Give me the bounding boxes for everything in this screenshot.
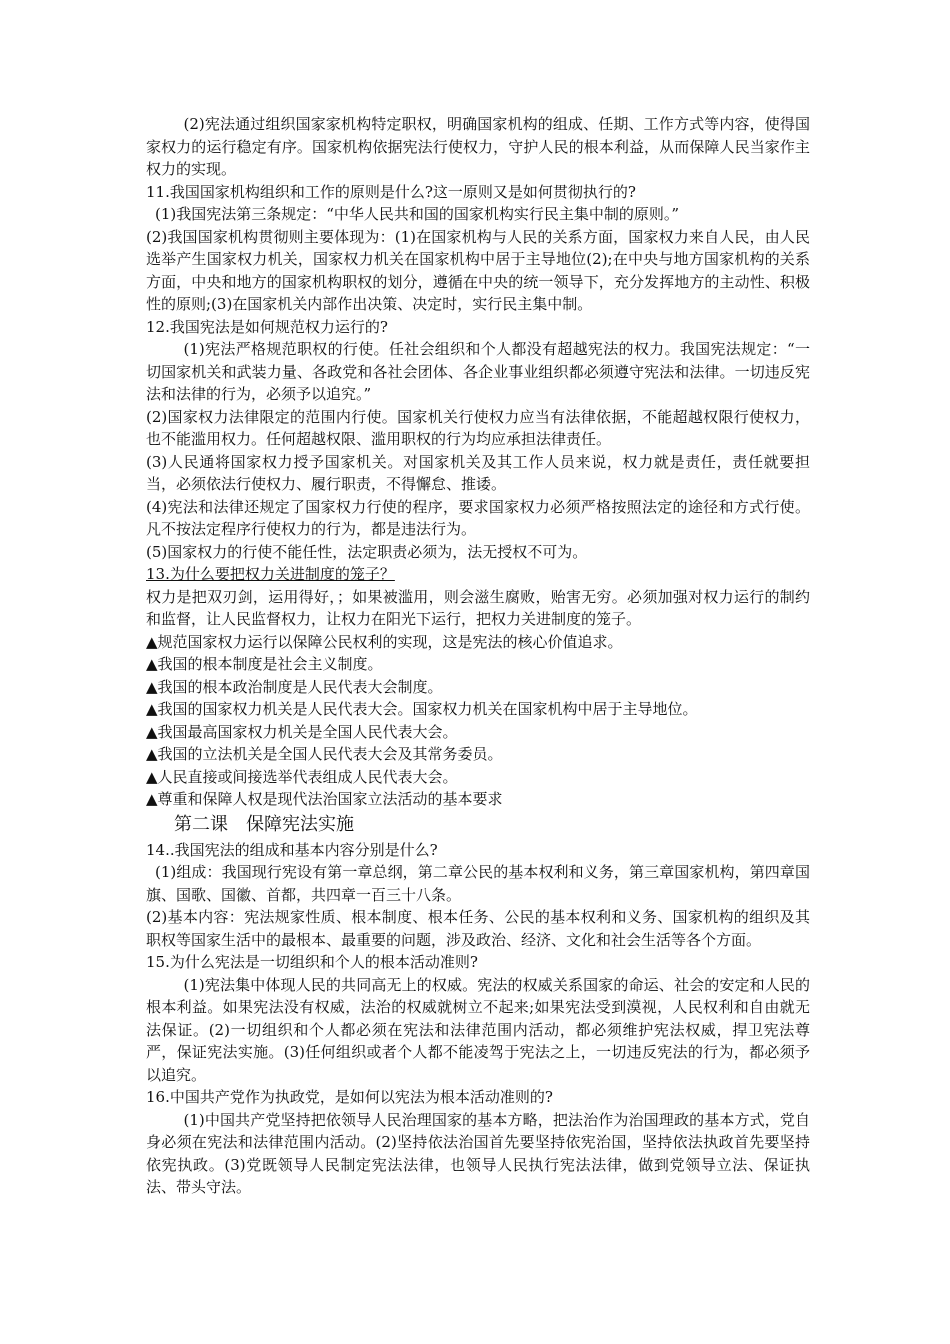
paragraph: (3)人民通将国家权力授予国家机关。对国家机关及其工作人员来说，权力就是责任，责任就要担当，必须依法行使权力、履行职责，不得懈怠、推诿。 — [146, 452, 810, 493]
paragraph: (2)宪法通过组织国家家机构特定职权，明确国家机构的组成、任期、工作方式等内容，使得国家权力的运行稳定有序。国家机构依据宪法行使权力，守护人民的根本利益，从而保障人民当家作主权力的实现。 — [146, 115, 810, 178]
question-line: 15.为什么宪法是一切组织和个人的根本活动准则? — [146, 953, 478, 971]
paragraph: (1)组成：我国现行宪设有第一章总纲，第二章公民的基本权利和义务，第三章国家机构，第四章国旗、国歌、国徽、首都，共四章一百三十八条。 — [146, 863, 810, 904]
paragraph: (2)我国国家机构贯彻则主要体现为：(1)在国家机构与人民的关系方面，国家权力来自人民，由人民选举产生国家权力机关，国家权力机关在国家机构中居于主导地位(2);在中央与地方国家机构的关系方面，中央和地方的国家机构职权的划分，遵循在中央的统一领导下，充分发挥地方的主动性、积极性的原则;(3)在国家机关内部作出决策、决定时，实行民主集中制。 — [146, 227, 810, 313]
paragraph: (4)宪法和法律还规定了国家权力行使的程序，要求国家权力必须严格按照法定的途径和方式行使。凡不按法定程序行使权力的行为，都是违法行为。 — [146, 497, 810, 538]
question-line: 16.中国共产党作为执政党，是如何以宪法为根本活动准则的? — [146, 1088, 553, 1106]
section-heading: 第二课 保障宪法实施 — [174, 813, 354, 835]
paragraph: (2)国家权力法律限定的范围内行使。国家机关行使权力应当有法律依据，不能超越权限行使权力，也不能滥用权力。任何超越权限、滥用职权的行为均应承担法律责任。 — [146, 407, 810, 448]
paragraph: (1)我国宪法第三条规定：“中华人民共和国的国家机构实行民主集中制的原则。” — [155, 205, 680, 223]
paragraph: (1)中国共产党坚持把依领导人民治理国家的基本方略，把法治作为治国理政的基本方式，党自身必须在宪法和法律范围内活动。(2)坚持依法治国首先要坚持依宪治国，坚持依法执政首先要坚持依宪执政。(3)党既领导人民制定宪法法律，也领导人民执行宪法法律，做到党领导立法、保证执法、带头守法。 — [146, 1110, 810, 1196]
question-line: 11.我国国家机构组织和工作的原则是什么?这一原则又是如何贯彻执行的? — [146, 182, 636, 201]
question-line: 12.我国宪法是如何规范权力运行的? — [146, 317, 388, 336]
paragraph: ▲我国最高国家权力机关是全国人民代表大会。 — [146, 722, 458, 741]
paragraph: (2)基本内容：宪法规家性质、根本制度、根本任务、公民的基本权利和义务、国家机构的组织及其职权等国家生活中的最根本、最重要的问题，涉及政治、经济、文化和社会生活等各个方面。 — [146, 908, 810, 949]
paragraph: (5)国家权力的行使不能任性，法定职责必须为，法无授权不可为。 — [146, 542, 588, 561]
question-line: 14..我国宪法的组成和基本内容分别是什么? — [146, 840, 438, 859]
paragraph: ▲我国的根本政治制度是人民代表大会制度。 — [146, 677, 443, 696]
paragraph: (1)宪法严格规范职权的行使。任社会组织和个人都没有超越宪法的权力。我国宪法规定：“一切国家机关和武装力量、各政党和各社会团体、各企业事业组织都必须遵守宪法和法律。一切违反宪法和法律的行为，必须予以追究。” — [146, 340, 810, 403]
paragraph: ▲我国的立法机关是全国人民代表大会及其常务委员。 — [146, 745, 503, 763]
paragraph: ▲尊重和保障人权是现代法治国家立法活动的基本要求 — [146, 790, 503, 808]
paragraph: ▲规范国家权力运行以保障公民权利的实现，这是宪法的核心价值追求。 — [146, 632, 623, 651]
document-page — [146, 113, 810, 1199]
question-line: 13.为什么要把权力关进制度的笼子？ — [146, 565, 395, 583]
paragraph: ▲人民直接或间接选举代表组成人民代表大会。 — [146, 767, 458, 786]
paragraph: (1)宪法集中体现人民的共同高无上的权威。宪法的权威关系国家的命运、社会的安定和人民的根本利益。如果宪法没有权威，法治的权威就树立不起来;如果宪法受到漠视，人民权利和自由就无法保证。(2)一切组织和个人都必须在宪法和法律范围内活动，都必须维护宪法权威，捍卫宪法尊严，保证宪法实施。(3)任何组织或者个人都不能凌驾于宪法之上，一切违反宪法的行为，都必须予以追究。 — [146, 975, 810, 1084]
paragraph: 权力是把双刃剑，运用得好，；如果被滥用，则会滋生腐败，贻害无穷。必须加强对权力运行的制约和监督，让人民监督权力，让权力在阳光下运行，把权力关进制度的笼子。 — [146, 587, 810, 628]
paragraph: ▲我国的国家权力机关是人民代表大会。国家权力机关在国家机构中居于主导地位。 — [146, 700, 698, 718]
paragraph: ▲我国的根本制度是社会主义制度。 — [146, 655, 383, 673]
